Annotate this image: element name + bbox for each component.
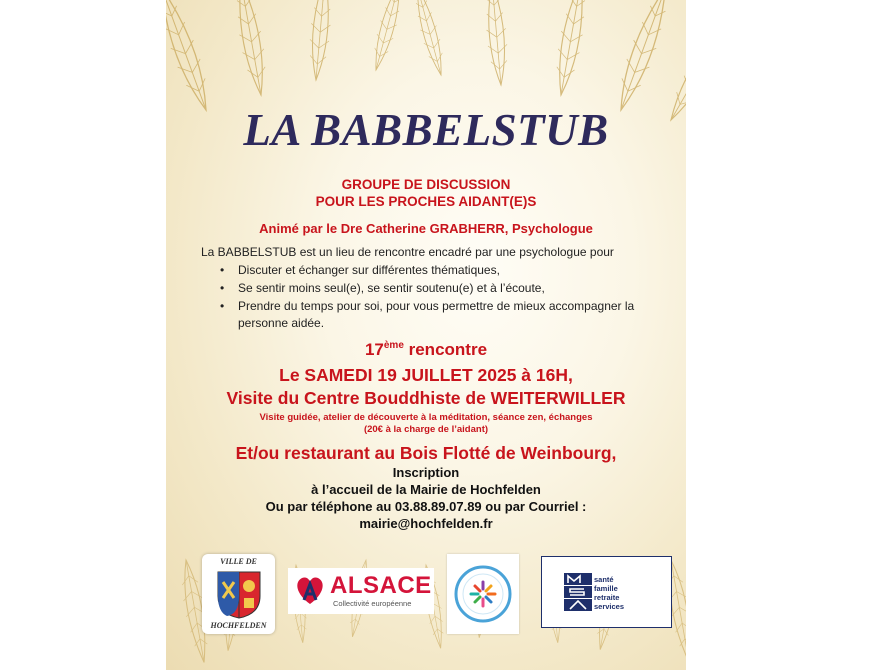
msa-tagline bbox=[594, 575, 624, 611]
bullet-item: • Discuter et échanger sur différentes thématiques, bbox=[216, 262, 671, 279]
circle-emblem-icon bbox=[453, 564, 513, 624]
subtitle-line-1: GROUPE DE DISCUSSION bbox=[341, 177, 511, 192]
hochfelden-label: HOCHFELDEN bbox=[210, 621, 267, 630]
bullet-list bbox=[216, 262, 671, 333]
event-visit: Visite du Centre Bouddhiste de WEITERWILLER bbox=[226, 388, 626, 408]
inscription-place: à l’accueil de la Mairie de Hochfelden bbox=[311, 482, 541, 497]
hochfelden-logo bbox=[202, 554, 275, 634]
alsace-emblem-icon bbox=[292, 574, 328, 608]
msa-line: services bbox=[594, 602, 625, 611]
alsace-logo bbox=[288, 568, 434, 614]
ville-de-label: VILLE DE bbox=[220, 557, 257, 566]
meeting-word: rencontre bbox=[403, 340, 488, 359]
bullet-item: • Se sentir moins seul(e), se sentir soutenu(e) et à l’écoute, bbox=[216, 280, 671, 297]
msa-line: santé bbox=[594, 575, 614, 584]
subtitle bbox=[166, 176, 686, 210]
inscription-email: mairie@hochfelden.fr bbox=[359, 516, 493, 531]
poster-title: LA BABBELSTUB bbox=[243, 105, 609, 155]
visit-price: (20€ à la charge de l’aidant) bbox=[363, 424, 489, 435]
msa-line: retraite bbox=[594, 593, 620, 602]
msa-line: famille bbox=[594, 584, 618, 593]
animator-line: Animé par le Dre Catherine GRABHERR, Psychologue bbox=[259, 221, 593, 236]
meeting-number-value: 17 bbox=[364, 340, 384, 359]
event-date: Le SAMEDI 19 JUILLET 2025 à 16H, bbox=[279, 365, 573, 385]
alsace-subtitle: Collectivité européenne bbox=[333, 599, 412, 608]
inscription-phone: Ou par téléphone au 03.88.89.07.89 ou par Courriel : bbox=[265, 499, 587, 514]
visit-detail-text: Visite guidée, atelier de découverte à la méditation, séance zen, échanges bbox=[259, 412, 593, 423]
proches-aidants-logo bbox=[447, 554, 519, 634]
msa-emblem-icon bbox=[564, 573, 592, 611]
inscription-block bbox=[166, 464, 686, 532]
meeting-number bbox=[166, 340, 686, 360]
subtitle-line-2: POUR LES PROCHES AIDANT(E)S bbox=[315, 194, 537, 209]
coat-of-arms-icon bbox=[214, 568, 264, 620]
intro-text: La BABBELSTUB est un lieu de rencontre encadré par une psychologue pour bbox=[201, 245, 614, 259]
visit-detail bbox=[166, 412, 686, 436]
alsace-wordmark: ALSACE bbox=[330, 572, 432, 599]
bullet-item: • Prendre du temps pour soi, pour vous permettre de mieux accompagner la personne aidée. bbox=[216, 298, 671, 332]
meeting-number-sup: ème bbox=[383, 340, 404, 351]
poster bbox=[166, 0, 686, 670]
restaurant-line: Et/ou restaurant au Bois Flotté de Weinbourg, bbox=[235, 443, 617, 463]
msa-logo bbox=[541, 556, 672, 628]
inscription-title: Inscription bbox=[392, 465, 460, 480]
